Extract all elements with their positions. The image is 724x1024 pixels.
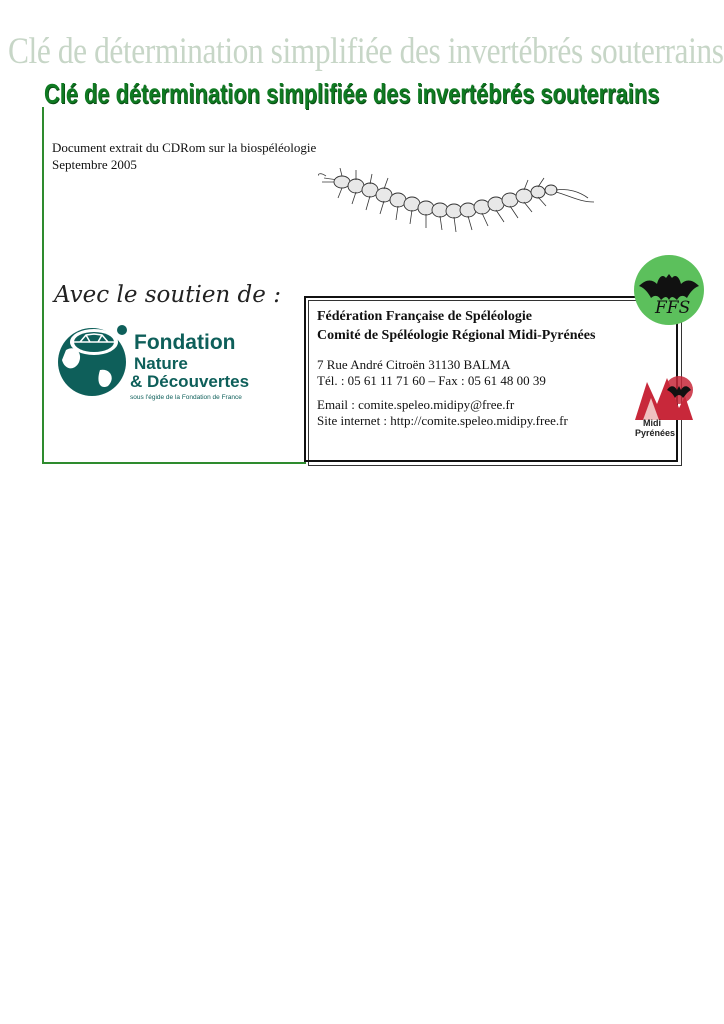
website-url: Site internet : http://comite.speleo.midipy.free.fr bbox=[317, 413, 568, 428]
green-border-left bbox=[42, 107, 44, 463]
ffs-logo-text: FFS bbox=[655, 298, 691, 318]
green-border-bottom bbox=[42, 462, 306, 464]
page-title: Clé de détermination simplifiée des invertébrés souterrains bbox=[44, 78, 660, 109]
fondation-name-2: Nature bbox=[134, 354, 188, 373]
background-title: Clé de détermination simplifiée des invertébrés souterrains bbox=[8, 31, 724, 72]
document-info bbox=[52, 139, 316, 173]
centipede-illustration bbox=[318, 168, 600, 240]
postal-address: 7 Rue André Citroën 31130 BALMA bbox=[317, 357, 511, 372]
fondation-logo bbox=[56, 320, 271, 410]
contact-details bbox=[317, 307, 595, 429]
phone-fax: Tél. : 05 61 11 71 60 – Fax : 05 61 48 00 39 bbox=[317, 373, 546, 388]
globe-turtle-icon bbox=[56, 320, 130, 398]
document-date: Septembre 2005 bbox=[52, 157, 137, 172]
midi-logo-text-1: Midi bbox=[643, 418, 661, 428]
midi-pyrenees-logo bbox=[631, 372, 697, 444]
fondation-tagline: sous l'égide de la Fondation de France bbox=[130, 394, 242, 401]
midi-logo-text-2: Pyrénées bbox=[635, 428, 676, 438]
mountain-icon bbox=[631, 372, 697, 424]
support-label: Avec le soutien de : bbox=[54, 282, 281, 308]
committee-name: Comité de Spéléologie Régional Midi-Pyrénées bbox=[317, 328, 596, 343]
federation-name: Fédération Française de Spéléologie bbox=[317, 309, 533, 324]
ffs-logo bbox=[633, 254, 705, 326]
document-source: Document extrait du CDRom sur la biospéléologie bbox=[52, 140, 317, 155]
fondation-name: Fondation bbox=[134, 331, 236, 354]
fondation-name-3: & Découvertes bbox=[130, 372, 250, 391]
email-address: Email : comite.speleo.midipy@free.fr bbox=[317, 397, 515, 412]
